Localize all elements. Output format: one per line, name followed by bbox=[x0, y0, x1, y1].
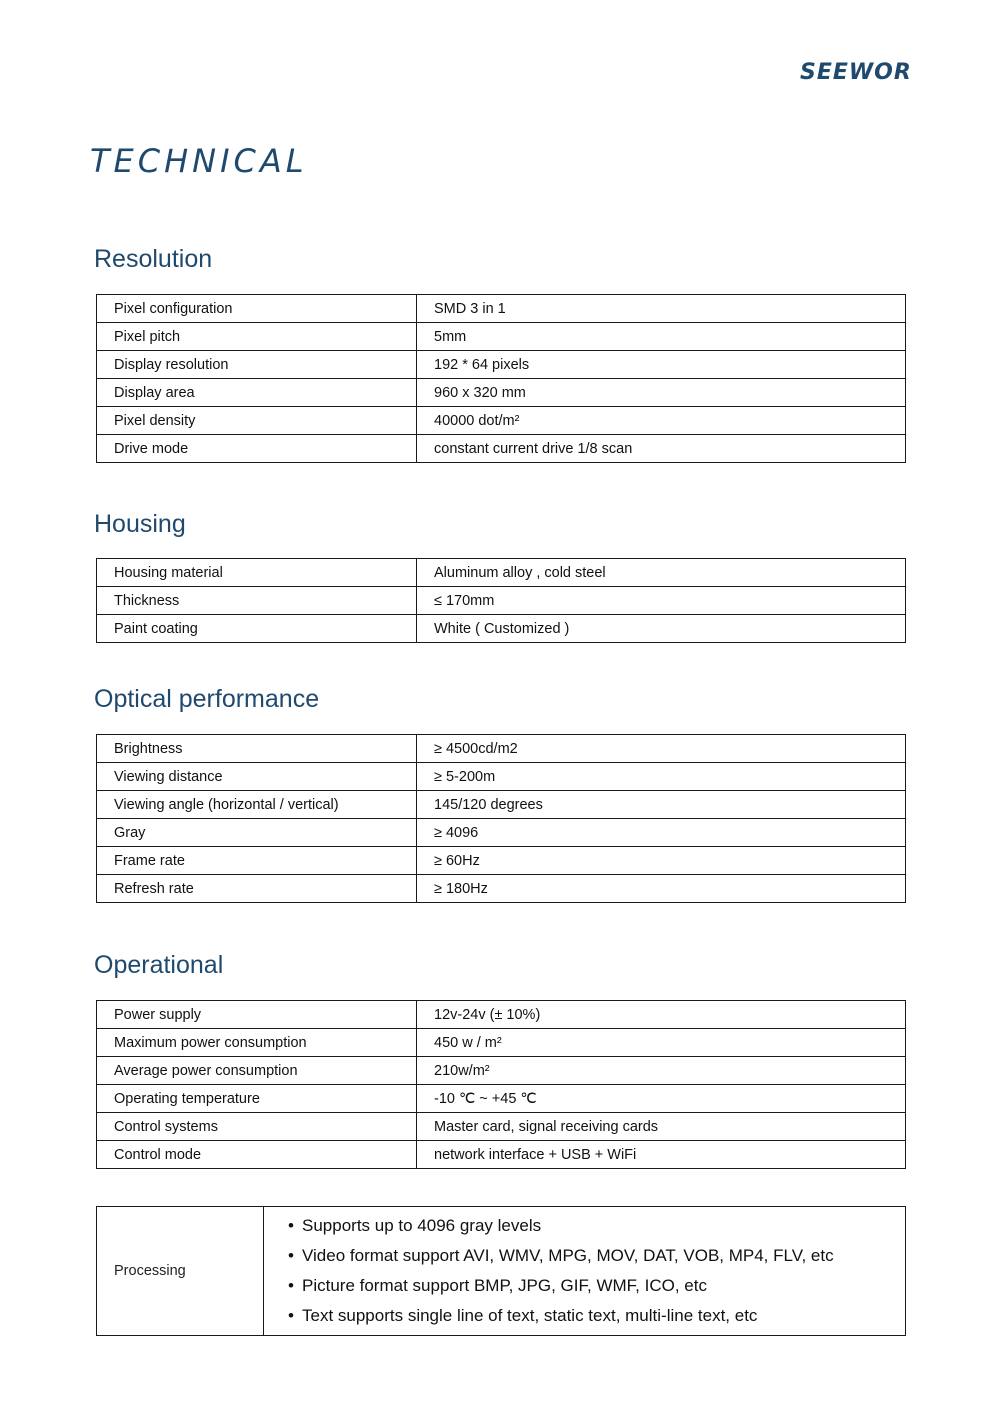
spec-label: Control mode bbox=[97, 1141, 417, 1169]
table-row bbox=[97, 875, 906, 903]
list-item bbox=[288, 1301, 905, 1331]
spec-value: network interface + USB + WiFi bbox=[417, 1141, 906, 1169]
optical-table bbox=[96, 734, 906, 903]
table-row bbox=[97, 435, 906, 463]
spec-label: Gray bbox=[97, 819, 417, 847]
table-row bbox=[97, 735, 906, 763]
spec-label: Display resolution bbox=[97, 351, 417, 379]
spec-value: ≤ 170mm bbox=[417, 587, 906, 615]
spec-value: ≥ 4096 bbox=[417, 819, 906, 847]
spec-value: Master card, signal receiving cards bbox=[417, 1113, 906, 1141]
table-row bbox=[97, 1057, 906, 1085]
spec-label: Housing material bbox=[97, 559, 417, 587]
spec-value: 5mm bbox=[417, 323, 906, 351]
spec-label: Frame rate bbox=[97, 847, 417, 875]
section-title-housing: Housing bbox=[94, 510, 186, 538]
list-item bbox=[288, 1211, 905, 1241]
spec-value: 960 x 320 mm bbox=[417, 379, 906, 407]
table-row bbox=[97, 1113, 906, 1141]
table-row bbox=[97, 559, 906, 587]
page-title: TECHNICAL bbox=[90, 142, 308, 180]
spec-value: ≥ 5-200m bbox=[417, 763, 906, 791]
bullet-icon: • bbox=[288, 1216, 294, 1235]
list-item-text: Video format support AVI, WMV, MPG, MOV, DAT, VOB, MP4, FLV, etc bbox=[302, 1246, 834, 1265]
table-row bbox=[97, 1085, 906, 1113]
spec-label: Average power consumption bbox=[97, 1057, 417, 1085]
list-item-text: Supports up to 4096 gray levels bbox=[302, 1216, 542, 1235]
bullet-icon: • bbox=[288, 1246, 294, 1265]
spec-value: 192 * 64 pixels bbox=[417, 351, 906, 379]
section-title-operational: Operational bbox=[94, 951, 224, 979]
table-row bbox=[97, 379, 906, 407]
spec-value: -10 ℃ ~ +45 ℃ bbox=[417, 1085, 906, 1113]
spec-label: Pixel pitch bbox=[97, 323, 417, 351]
spec-value: ≥ 60Hz bbox=[417, 847, 906, 875]
list-item bbox=[288, 1271, 905, 1301]
spec-value: 145/120 degrees bbox=[417, 791, 906, 819]
spec-label: Pixel density bbox=[97, 407, 417, 435]
table-row bbox=[97, 1001, 906, 1029]
spec-value: 12v-24v (± 10%) bbox=[417, 1001, 906, 1029]
table-row bbox=[97, 1207, 906, 1336]
spec-label: Viewing distance bbox=[97, 763, 417, 791]
bullet-icon: • bbox=[288, 1276, 294, 1295]
table-row bbox=[97, 1141, 906, 1169]
section-title-resolution: Resolution bbox=[94, 245, 213, 273]
table-row bbox=[97, 587, 906, 615]
table-row bbox=[97, 847, 906, 875]
processing-table bbox=[96, 1206, 906, 1336]
spec-value: constant current drive 1/8 scan bbox=[417, 435, 906, 463]
spec-label: Refresh rate bbox=[97, 875, 417, 903]
list-item-text: Text supports single line of text, static text, multi-line text, etc bbox=[302, 1306, 758, 1325]
spec-label: Thickness bbox=[97, 587, 417, 615]
table-row bbox=[97, 615, 906, 643]
processing-label: Processing bbox=[97, 1207, 264, 1336]
spec-label: Control systems bbox=[97, 1113, 417, 1141]
spec-value: ≥ 180Hz bbox=[417, 875, 906, 903]
spec-label: Drive mode bbox=[97, 435, 417, 463]
spec-label: Display area bbox=[97, 379, 417, 407]
spec-label: Maximum power consumption bbox=[97, 1029, 417, 1057]
spec-label: Pixel configuration bbox=[97, 295, 417, 323]
spec-value: ≥ 4500cd/m2 bbox=[417, 735, 906, 763]
spec-label: Brightness bbox=[97, 735, 417, 763]
spec-value: 450 w / m² bbox=[417, 1029, 906, 1057]
bullet-icon: • bbox=[288, 1306, 294, 1325]
section-title-optical: Optical performance bbox=[94, 685, 320, 713]
spec-label: Operating temperature bbox=[97, 1085, 417, 1113]
table-row bbox=[97, 1029, 906, 1057]
table-row bbox=[97, 407, 906, 435]
brand-logo: SEEWOR bbox=[800, 60, 912, 85]
table-row bbox=[97, 763, 906, 791]
list-item bbox=[288, 1241, 905, 1271]
spec-label: Power supply bbox=[97, 1001, 417, 1029]
list-item-text: Picture format support BMP, JPG, GIF, WMF, ICO, etc bbox=[302, 1276, 707, 1295]
spec-value: White ( Customized ) bbox=[417, 615, 906, 643]
spec-label: Viewing angle (horizontal / vertical) bbox=[97, 791, 417, 819]
table-row bbox=[97, 295, 906, 323]
processing-list bbox=[264, 1207, 906, 1336]
table-row bbox=[97, 323, 906, 351]
table-row bbox=[97, 351, 906, 379]
table-row bbox=[97, 791, 906, 819]
spec-value: 40000 dot/m² bbox=[417, 407, 906, 435]
housing-table bbox=[96, 558, 906, 643]
spec-value: 210w/m² bbox=[417, 1057, 906, 1085]
spec-label: Paint coating bbox=[97, 615, 417, 643]
table-row bbox=[97, 819, 906, 847]
spec-value: Aluminum alloy , cold steel bbox=[417, 559, 906, 587]
resolution-table bbox=[96, 294, 906, 463]
operational-table bbox=[96, 1000, 906, 1169]
spec-value: SMD 3 in 1 bbox=[417, 295, 906, 323]
